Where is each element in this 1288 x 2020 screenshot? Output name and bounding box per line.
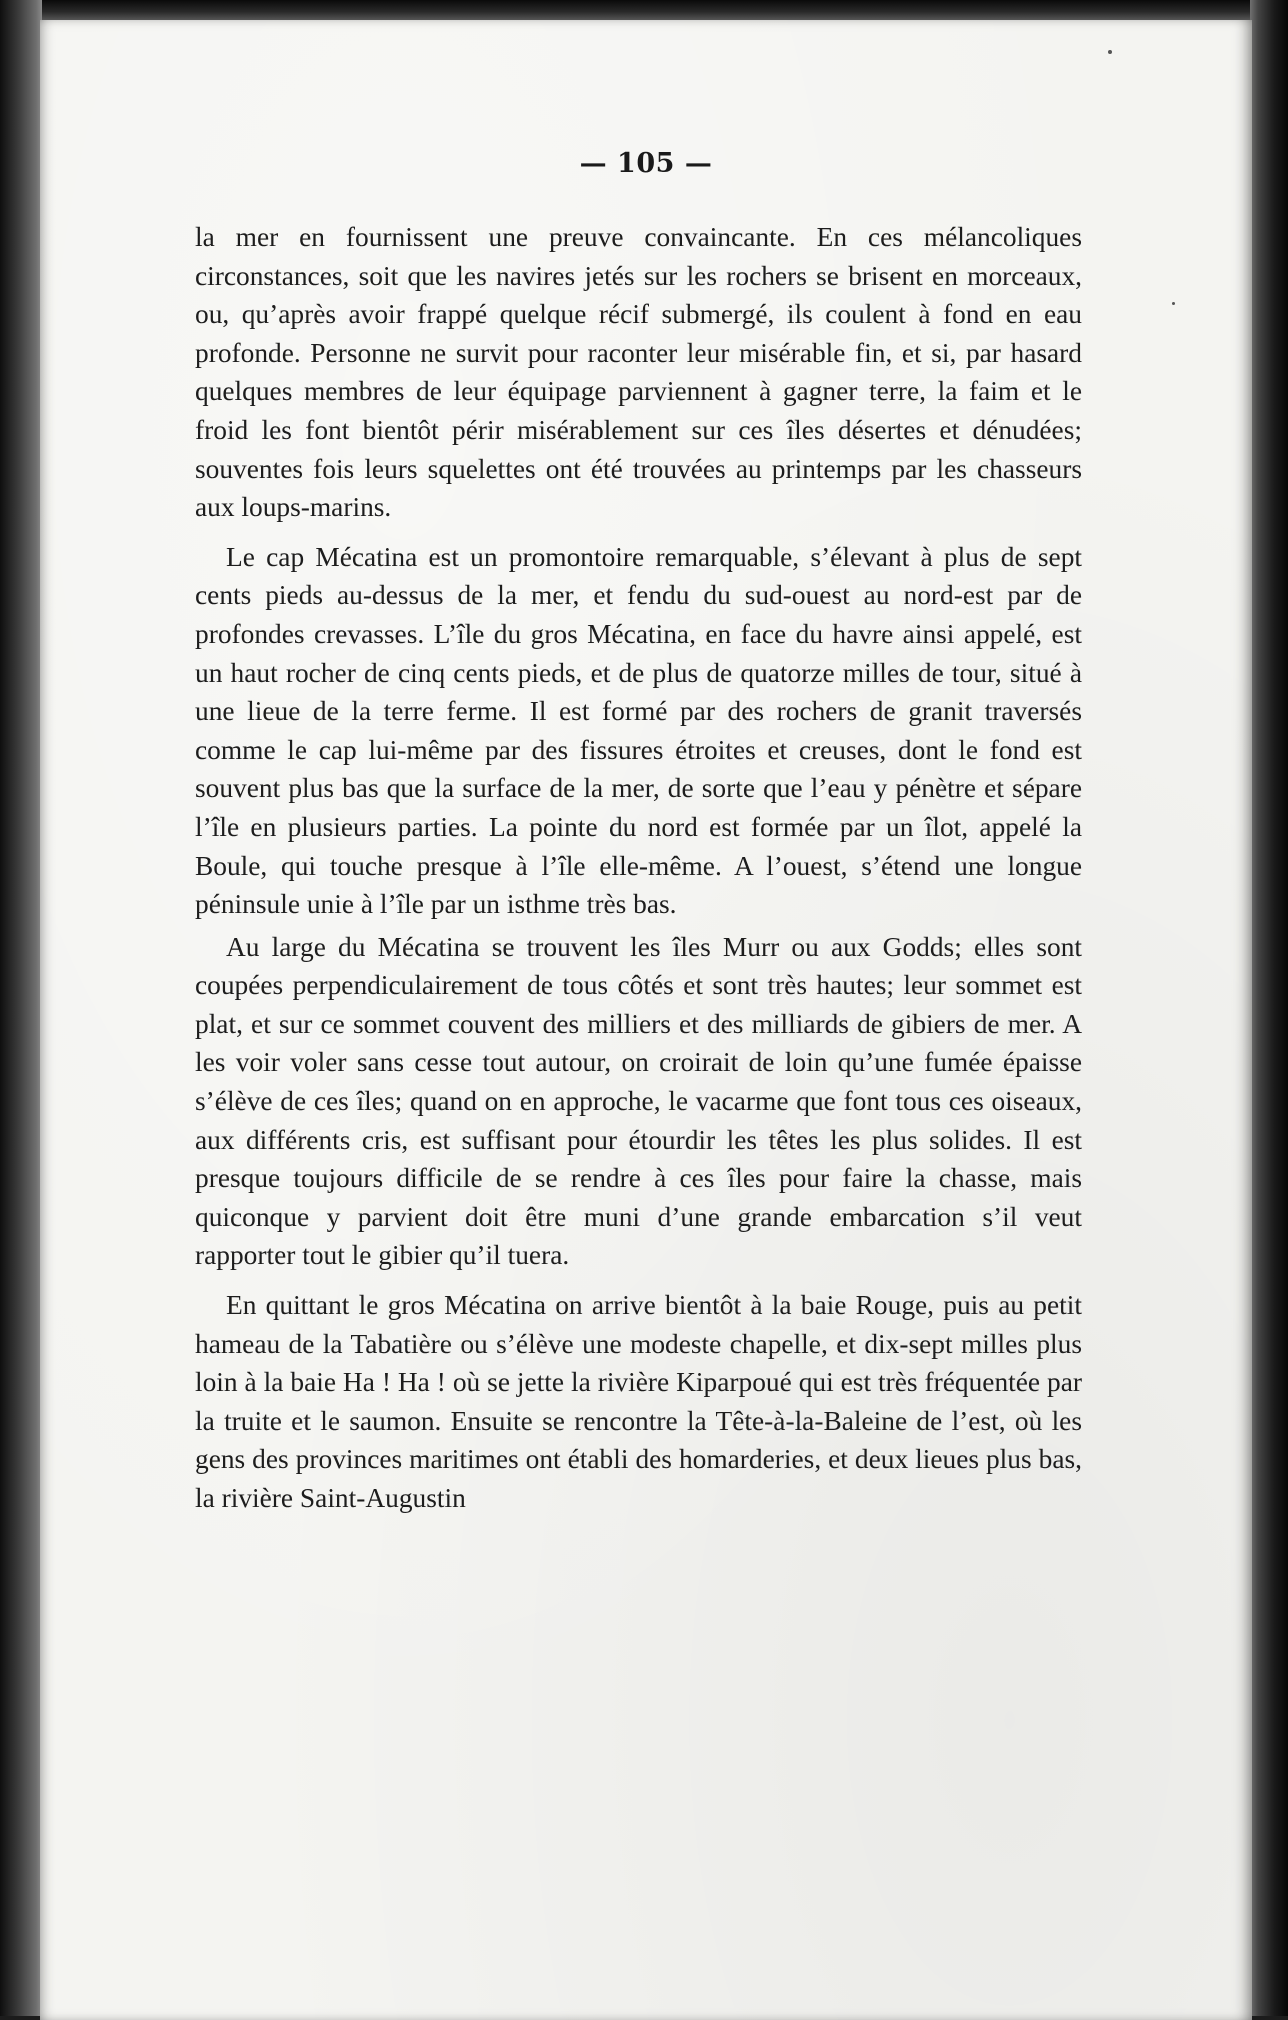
paragraph-2: Le cap Mécatina est un promontoire remarquable, s’élevant à plus de sept cents pieds au-dessus de la mer, et fendu du sud-ouest au nord-est par de profondes crevasses. L’île du gros Mécatina, en face du havre ainsi appelé, est un haut rocher de cinq cents pieds, et de plus de quatorze milles de tour, situé à une lieue de la terre ferme. Il est formé par des rochers de granit traversés comme le cap lui-même par des fissures étroites et creuses, dont le fond est souvent plus bas que la surface de la mer, de sorte que l’eau y pénètre et sépare l’île en plusieurs parties. La pointe du nord est formée par un îlot, appelé la Boule, qui touche presque à l’île elle-même. A l’ouest, s’étend une longue péninsule unie à l’île par un isthme très bas. — [195, 541, 1082, 920]
scan-speck — [1172, 302, 1175, 305]
paragraph-3: Au large du Mécatina se trouvent les îles Murr ou aux Godds; elles sont coupées perpendiculairement de tous côtés et sont très hautes; leur sommet est plat, et sur ce sommet couvent des milliers et des milliards de gibiers de mer. A les voir voler sans cesse tout autour, on croirait de loin qu’une fumée épaisse s’élève de ces îles; quand on en approche, le vacarme que font tous ces oiseaux, aux différents cris, est suffisant pour étourdir les têtes les plus solides. Il est presque toujours difficile de se rendre à ces îles pour faire la chasse, mais quiconque y parvient doit être muni d’une grande embarcation s’il veut rapporter tout le gibier qu’il tuera. — [195, 931, 1082, 1271]
paragraph-4: En quittant le gros Mécatina on arrive bientôt à la baie Rouge, puis au petit hameau de la Tabatière ou s’élève une modeste chapelle, et dix-sept milles plus loin à la baie Ha ! Ha ! où se jette la rivière Kiparpoué qui est très fréquentée par la truite et le saumon. Ensuite se rencontre la Tête-à-la-Baleine de l’est, où les gens des provinces maritimes ont établi des homarderies, et deux lieues plus bas, la rivière Saint-Augustin — [195, 1290, 1082, 1513]
book-page — [40, 20, 1252, 2020]
scan-right-edge — [1250, 0, 1288, 2016]
scan-speck — [1108, 50, 1112, 54]
body-text — [195, 218, 1082, 1518]
page-number: — 105 — — [579, 148, 713, 179]
paragraph-1: la mer en fournissent une preuve convaincante. En ces mélancoliques circonstances, soit que les navires jetés sur les rochers se brisent en morceaux, ou, qu’après avoir frappé quelque récif submergé, ils coulent à fond en eau profonde. Personne ne survit pour raconter leur misérable fin, et si, par hasard quelques membres de leur équipage parviennent à gagner terre, la faim et le froid les font bientôt périr misérablement sur ces îles désertes et dénudées; souventes fois leurs squelettes ont été trouvées au printemps par les chasseurs aux loups-marins. — [195, 222, 1082, 523]
scan-left-edge — [0, 0, 42, 2016]
